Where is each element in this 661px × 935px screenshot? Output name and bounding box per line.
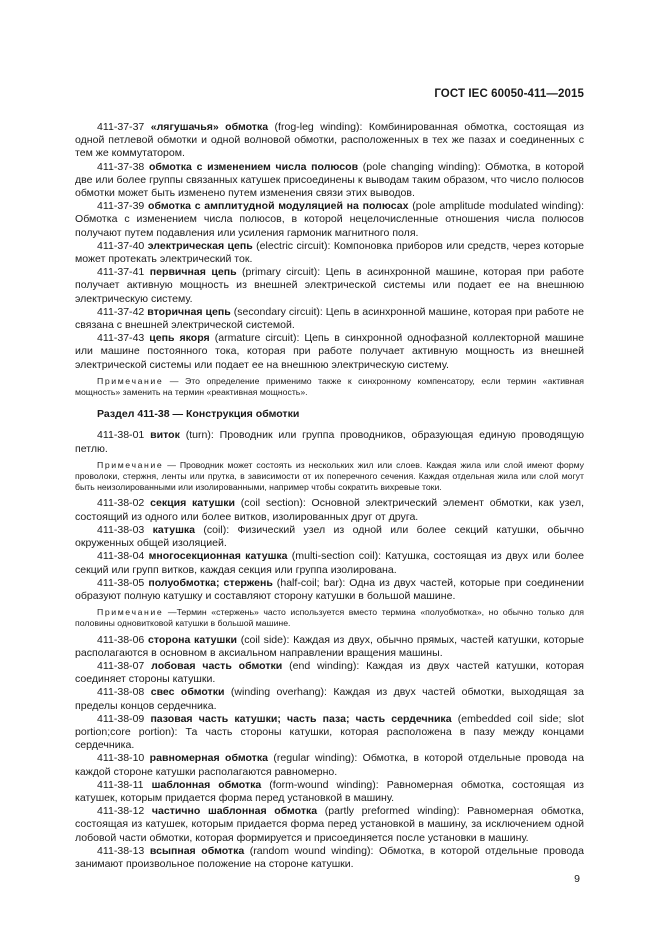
- entry: [75, 805, 584, 845]
- entry-term: виток: [150, 429, 180, 442]
- page-content: [75, 121, 584, 871]
- entry-number: 411-38-02: [97, 497, 151, 510]
- entry: [75, 200, 584, 240]
- entry-number: 411-37-40: [97, 239, 148, 252]
- entry-term: равномерная обмотка: [149, 752, 268, 765]
- entry: [75, 713, 584, 753]
- entry: [75, 266, 584, 306]
- entry-definition: (frog-leg winding): Комбинированная обмотка, состоящая из одной петлевой обмотки и одной волновой обмотки, расположенных в тех же пазах и соединенных с тем же коммутатором.: [75, 121, 584, 160]
- entry-term: «лягушачья» обмотка: [150, 121, 269, 133]
- entry: [75, 779, 584, 805]
- entry-number: 411-38-03: [97, 523, 153, 536]
- entry-number: 411-38-13: [97, 844, 150, 857]
- entry-term: пазовая часть катушки; часть паза; часть сердечника: [150, 712, 452, 725]
- entry-number: 411-38-07: [97, 659, 152, 672]
- entry: [75, 660, 584, 686]
- entry-definition: (regular winding): Обмотка, в которой отдельные провода на каждой стороне катушки располагаются равномерно.: [75, 752, 584, 778]
- entry-definition: (embedded coil side; slot portion;core portion): Та часть стороны катушки, которая расположена в пазу между концами сердечника.: [75, 712, 584, 752]
- entry-number: 411-38-08: [97, 686, 151, 699]
- entry-term: лобовая часть обмотки: [151, 659, 283, 672]
- note-label: Примечание: [97, 607, 164, 618]
- note: [75, 607, 584, 629]
- entry: [75, 845, 584, 871]
- entry-term: частично шаблонная обмотка: [151, 805, 318, 818]
- note-text: — Это определение применимо также к синхронному компенсатору, если термин «активная мощность» заменить на термин «реактивная мощность».: [75, 375, 584, 398]
- entry: [75, 306, 584, 332]
- entry: [75, 577, 584, 603]
- entry-definition: (primary circuit): Цепь в асинхронной машине, которая при работе получает активную мощность из внешней электрической системы или подает ее на внешнюю электрическую систему.: [75, 266, 585, 305]
- entry-term: вторичная цепь: [147, 305, 231, 318]
- entry-definition: (form-wound winding): Равномерная обмотка, состоящая из катушек, которым придается форма перед установкой в машину.: [75, 778, 584, 804]
- entry: [75, 634, 584, 660]
- entry: [75, 161, 584, 201]
- entry-term: катушка: [152, 523, 196, 536]
- entry-definition: (armature circuit): Цепь в синхронной однофазной коллекторной машине или машине постоянного тока, которая при работе получает активную мощность из внешней электрической системы или подает ее на внешнюю электрическую систему.: [75, 332, 585, 371]
- entry-term: сторона катушки: [147, 633, 238, 646]
- entry-definition: (coil section): Основной электрический элемент обмотки, как узел, состоящий из одного или более витков, изолированных друг от друга.: [75, 497, 584, 523]
- entry-definition: (turn): Проводник или группа проводников, образующая единую проводящую петлю.: [75, 429, 584, 455]
- entry-number: 411-38-04: [97, 550, 149, 563]
- entry-definition: (coil): Физический узел из одной или более секций катушки, обычно окруженных общей изоляцией.: [75, 523, 585, 550]
- note: [75, 460, 584, 494]
- section-title: Раздел 411-38 — Конструкция обмотки: [97, 408, 300, 421]
- entry: [75, 332, 584, 372]
- entry: [75, 752, 584, 778]
- entry-definition: (winding overhang): Каждая из двух частей обмотки, выходящая за пределы концов сердечника.: [75, 686, 585, 712]
- entry-number: 411-38-09: [97, 712, 151, 725]
- entry: [75, 524, 584, 550]
- entry-definition: (random wound winding): Обмотка, в которой отдельные провода занимают произвольное положение на стороне катушки.: [75, 844, 584, 870]
- entry-number: 411-37-41: [97, 266, 150, 279]
- entry-number: 411-37-38: [97, 160, 149, 173]
- entry-number: 411-38-06: [97, 633, 148, 646]
- entry-definition: (secondary circuit): Цепь в асинхронной машине, которая при работе не связана с внешней электрической системой.: [75, 305, 584, 332]
- entry-term: шаблонная обмотка: [151, 778, 262, 791]
- entry-definition: (electric circuit): Компоновка приборов или средств, через которые может протекать электрический ток.: [75, 239, 584, 266]
- entry-term: секция катушки: [150, 497, 235, 510]
- entry-term: обмотка с амплитудной модуляцией на полюсах: [148, 200, 409, 213]
- entry-number: 411-38-12: [97, 805, 152, 818]
- entry-definition: (half-coil; bar): Одна из двух частей, которые при соединении образуют полную катушку и составляют сторону катушки в большой машине.: [75, 576, 585, 602]
- entry: [75, 429, 584, 455]
- entry-number: 411-38-01: [97, 429, 151, 442]
- note-text: —Термин «стержень» часто используется вместо термина «полуобмотка», но обычно только для половины одновитковой катушки в большой машине.: [75, 607, 584, 629]
- entry-number: 411-38-10: [97, 752, 150, 765]
- entry-number: 411-37-39: [97, 200, 149, 213]
- entry-definition: (pole changing winding): Обмотка, в которой две или более группы связанных катушек присоединены к выводам таким образом, что число полюсов обмотки может быть изменено путем изменения связи этих выводов.: [75, 160, 584, 200]
- entry: [75, 550, 584, 576]
- entry-definition: (end winding): Каждая из двух частей катушки, которая соединяет стороны катушки.: [75, 659, 585, 686]
- entry-term: цепь якоря: [149, 332, 210, 345]
- page-header: ГОСТ IEC 60050-411—2015: [434, 88, 584, 100]
- entry-number: 411-37-37: [97, 121, 151, 133]
- note-text: — Проводник может состоять из нескольких жил или слоев. Каждая жила или слой имеют форму проволоки, стержня, ленты или прутка, в зависимости от их поперечного сечения. Каждая отдельная жила или слой могут быть неизолированными или изолированными, например чтобы сократить вихревые токи.: [75, 459, 584, 493]
- entry-definition: (partly preformed winding): Равномерная обмотка, состоящая из катушек, которым придается форма перед установкой в машину, за исключением одной лобовой части обмотки, которая формируется и присоединяется после установки в машину.: [75, 805, 584, 844]
- entry: [75, 121, 584, 161]
- entry-definition: (coil side): Каждая из двух, обычно прямых, частей катушки, которые располагаются в основном в аксиальном направлении вращения машины.: [75, 633, 584, 659]
- entry: [75, 240, 584, 266]
- entry-term: первичная цепь: [149, 266, 237, 279]
- entry-number: 411-37-43: [97, 332, 150, 345]
- entry-number: 411-38-11: [97, 778, 152, 791]
- entry-number: 411-37-42: [97, 305, 148, 318]
- entry: [75, 497, 584, 523]
- entry-term: всыпная обмотка: [149, 844, 245, 857]
- entry-definition: (pole amplitude modulated winding): Обмотка с изменением числа полюсов, в которой нецелочисленные отношения числа полюсов получают путем подавления или усиления гармоник магнитного поля.: [75, 200, 585, 239]
- note-label: Примечание: [97, 459, 164, 470]
- entry-term: полуобмотка; стержень: [148, 576, 273, 589]
- note: [75, 376, 584, 398]
- entry: [75, 686, 584, 712]
- note-label: Примечание: [97, 375, 164, 386]
- entry-number: 411-38-05: [97, 576, 149, 589]
- entry-definition: (multi-section coil): Катушка, состоящая из двух или более секций или групп витков, каждая секция или группа изолирована.: [75, 550, 585, 576]
- page-number: 9: [574, 873, 580, 885]
- entry-term: свес обмотки: [150, 686, 225, 699]
- entry-term: многосекционная катушка: [148, 550, 288, 563]
- entry-term: электрическая цепь: [147, 239, 253, 252]
- entry-term: обмотка с изменением числа полюсов: [148, 160, 359, 173]
